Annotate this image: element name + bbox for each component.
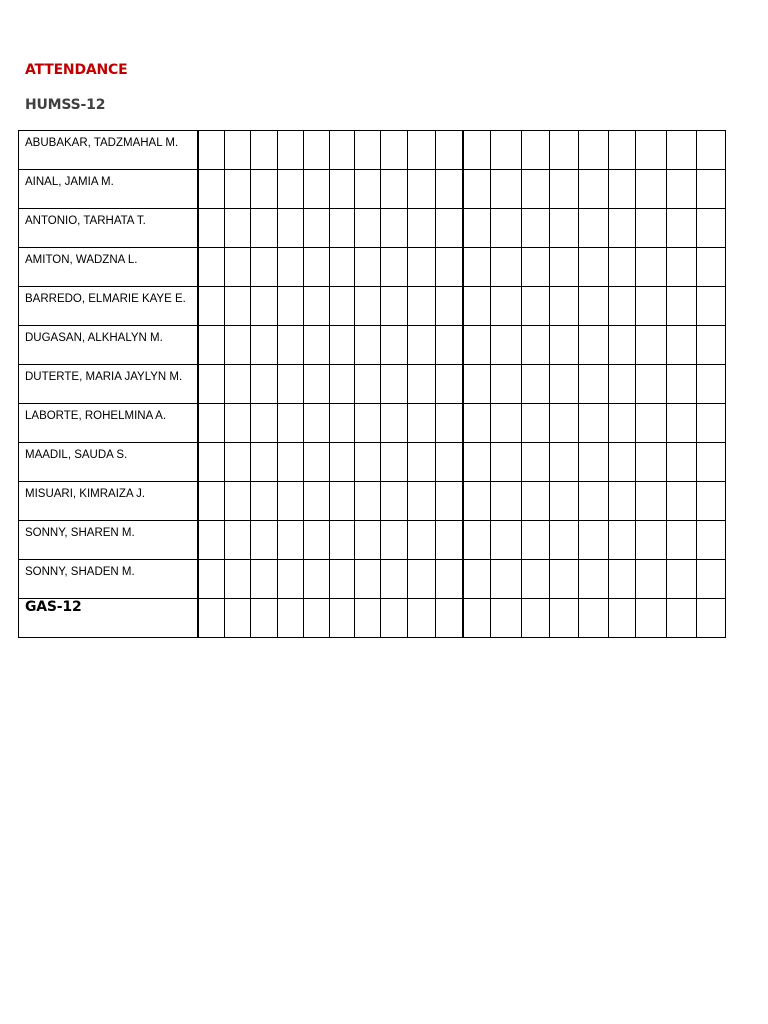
attendance-cell[interactable]: [354, 443, 380, 482]
attendance-cell[interactable]: [635, 560, 666, 599]
attendance-cell[interactable]: [579, 482, 608, 521]
attendance-cell[interactable]: [522, 287, 550, 326]
attendance-cell[interactable]: [550, 482, 579, 521]
attendance-cell[interactable]: [277, 560, 303, 599]
attendance-cell[interactable]: [303, 443, 329, 482]
attendance-cell[interactable]: [198, 521, 224, 560]
attendance-cell[interactable]: [380, 365, 407, 404]
attendance-cell[interactable]: [608, 443, 635, 482]
attendance-cell[interactable]: [354, 521, 380, 560]
attendance-cell[interactable]: [436, 404, 463, 443]
student-name-cell: DUTERTE, MARIA JAYLYN M.: [19, 365, 199, 404]
attendance-cell[interactable]: [408, 560, 436, 599]
attendance-cell[interactable]: [436, 287, 463, 326]
student-name-cell: DUGASAN, ALKHALYN M.: [19, 326, 199, 365]
attendance-cell[interactable]: [608, 287, 635, 326]
attendance-cell[interactable]: [224, 131, 250, 170]
table-row: [19, 209, 726, 248]
attendance-cell[interactable]: [550, 326, 579, 365]
attendance-cell[interactable]: [491, 404, 522, 443]
attendance-cell[interactable]: [522, 209, 550, 248]
attendance-cell[interactable]: [436, 521, 463, 560]
attendance-cell[interactable]: [250, 599, 277, 638]
attendance-cell[interactable]: [666, 443, 696, 482]
attendance-cell[interactable]: [579, 443, 608, 482]
attendance-cell[interactable]: [491, 560, 522, 599]
attendance-cell[interactable]: [550, 287, 579, 326]
attendance-cell[interactable]: [696, 560, 725, 599]
attendance-cell[interactable]: [635, 443, 666, 482]
attendance-cell[interactable]: [696, 521, 725, 560]
attendance-cell[interactable]: [463, 404, 491, 443]
attendance-cell[interactable]: [198, 560, 224, 599]
attendance-cell[interactable]: [635, 131, 666, 170]
attendance-cell[interactable]: [491, 248, 522, 287]
attendance-cell[interactable]: [696, 131, 725, 170]
attendance-cell[interactable]: [329, 248, 354, 287]
attendance-cell[interactable]: [354, 599, 380, 638]
attendance-cell[interactable]: [608, 326, 635, 365]
table-row: [19, 248, 726, 287]
attendance-cell[interactable]: [277, 326, 303, 365]
attendance-cell[interactable]: [635, 170, 666, 209]
attendance-cell[interactable]: [666, 209, 696, 248]
attendance-cell[interactable]: [491, 365, 522, 404]
attendance-cell[interactable]: [303, 365, 329, 404]
attendance-cell[interactable]: [463, 209, 491, 248]
attendance-cell[interactable]: [696, 326, 725, 365]
attendance-cell[interactable]: [250, 287, 277, 326]
student-name-cell: LABORTE, ROHELMINA A.: [19, 404, 199, 443]
attendance-cell[interactable]: [436, 170, 463, 209]
attendance-cell[interactable]: [463, 131, 491, 170]
attendance-cell[interactable]: [608, 170, 635, 209]
attendance-cell[interactable]: [522, 482, 550, 521]
attendance-cell[interactable]: [303, 131, 329, 170]
attendance-cell[interactable]: [329, 131, 354, 170]
attendance-cell[interactable]: [408, 131, 436, 170]
attendance-cell[interactable]: [329, 443, 354, 482]
attendance-cell[interactable]: [550, 170, 579, 209]
attendance-cell[interactable]: [522, 131, 550, 170]
attendance-cell[interactable]: [354, 248, 380, 287]
attendance-cell[interactable]: [303, 248, 329, 287]
attendance-cell[interactable]: [579, 326, 608, 365]
attendance-cell[interactable]: [224, 287, 250, 326]
attendance-cell[interactable]: [277, 248, 303, 287]
attendance-cell[interactable]: [354, 287, 380, 326]
attendance-cell[interactable]: [608, 404, 635, 443]
attendance-cell[interactable]: [635, 209, 666, 248]
attendance-cell[interactable]: [550, 404, 579, 443]
attendance-cell[interactable]: [198, 287, 224, 326]
attendance-cell[interactable]: [224, 170, 250, 209]
attendance-cell[interactable]: [491, 482, 522, 521]
attendance-cell[interactable]: [579, 560, 608, 599]
attendance-cell[interactable]: [522, 443, 550, 482]
attendance-cell[interactable]: [224, 365, 250, 404]
attendance-cell[interactable]: [463, 365, 491, 404]
attendance-cell[interactable]: [250, 170, 277, 209]
attendance-cell[interactable]: [696, 248, 725, 287]
attendance-cell[interactable]: [198, 170, 224, 209]
attendance-cell[interactable]: [608, 209, 635, 248]
attendance-cell[interactable]: [408, 287, 436, 326]
attendance-cell[interactable]: [635, 599, 666, 638]
attendance-cell[interactable]: [608, 521, 635, 560]
attendance-cell[interactable]: [491, 599, 522, 638]
attendance-cell[interactable]: [579, 599, 608, 638]
attendance-cell[interactable]: [354, 404, 380, 443]
attendance-cell[interactable]: [436, 131, 463, 170]
section-heading-gas-12: GAS-12: [25, 599, 82, 615]
attendance-cell[interactable]: [408, 599, 436, 638]
attendance-cell[interactable]: [380, 326, 407, 365]
attendance-cell[interactable]: [303, 209, 329, 248]
table-row: [19, 482, 726, 521]
attendance-cell[interactable]: [303, 326, 329, 365]
attendance-cell[interactable]: [277, 209, 303, 248]
attendance-cell[interactable]: [303, 404, 329, 443]
attendance-cell[interactable]: [608, 131, 635, 170]
attendance-cell[interactable]: [354, 326, 380, 365]
attendance-cell[interactable]: [436, 599, 463, 638]
attendance-cell[interactable]: [198, 326, 224, 365]
table-row: [19, 170, 726, 209]
attendance-cell[interactable]: [666, 131, 696, 170]
attendance-cell[interactable]: [198, 443, 224, 482]
attendance-cell[interactable]: [666, 287, 696, 326]
attendance-cell[interactable]: [198, 599, 224, 638]
student-name-cell: SONNY, SHADEN M.: [19, 560, 199, 599]
table-row: [19, 404, 726, 443]
attendance-cell[interactable]: [224, 326, 250, 365]
attendance-cell[interactable]: [380, 248, 407, 287]
attendance-cell[interactable]: [198, 404, 224, 443]
attendance-table: [18, 130, 726, 638]
attendance-cell[interactable]: [277, 131, 303, 170]
attendance-cell[interactable]: [329, 482, 354, 521]
attendance-cell[interactable]: [491, 170, 522, 209]
table-row: [19, 560, 726, 599]
attendance-cell[interactable]: [608, 560, 635, 599]
attendance-cell[interactable]: [250, 443, 277, 482]
attendance-cell[interactable]: [666, 248, 696, 287]
attendance-cell[interactable]: [250, 365, 277, 404]
attendance-cell[interactable]: [696, 209, 725, 248]
table-row: [19, 131, 726, 170]
attendance-cell[interactable]: [303, 599, 329, 638]
attendance-cell[interactable]: [579, 365, 608, 404]
attendance-cell[interactable]: [436, 443, 463, 482]
attendance-cell[interactable]: [198, 482, 224, 521]
attendance-cell[interactable]: [666, 560, 696, 599]
attendance-cell[interactable]: [277, 482, 303, 521]
attendance-cell[interactable]: [463, 482, 491, 521]
attendance-cell[interactable]: [550, 521, 579, 560]
attendance-cell[interactable]: [635, 482, 666, 521]
attendance-cell[interactable]: [635, 521, 666, 560]
attendance-cell[interactable]: [250, 326, 277, 365]
attendance-cell[interactable]: [696, 287, 725, 326]
attendance-cell[interactable]: [303, 560, 329, 599]
attendance-cell[interactable]: [380, 482, 407, 521]
attendance-cell[interactable]: [250, 404, 277, 443]
attendance-cell[interactable]: [224, 560, 250, 599]
section-heading-humss-12: HUMSS-12: [25, 97, 106, 113]
attendance-cell[interactable]: [491, 443, 522, 482]
attendance-cell[interactable]: [380, 443, 407, 482]
attendance-cell[interactable]: [277, 521, 303, 560]
attendance-cell[interactable]: [579, 248, 608, 287]
table-row: [19, 287, 726, 326]
attendance-cell[interactable]: [436, 326, 463, 365]
attendance-cell[interactable]: [522, 170, 550, 209]
student-name-cell: AMITON, WADZNA L.: [19, 248, 199, 287]
attendance-cell[interactable]: [408, 209, 436, 248]
attendance-cell[interactable]: [224, 599, 250, 638]
attendance-cell[interactable]: [635, 326, 666, 365]
table-row: [19, 521, 726, 560]
attendance-cell[interactable]: [408, 482, 436, 521]
attendance-cell[interactable]: [380, 287, 407, 326]
attendance-cell[interactable]: [408, 170, 436, 209]
attendance-cell[interactable]: [666, 404, 696, 443]
attendance-cell[interactable]: [354, 560, 380, 599]
attendance-cell[interactable]: [303, 482, 329, 521]
attendance-cell[interactable]: [329, 599, 354, 638]
attendance-cell[interactable]: [436, 482, 463, 521]
attendance-cell[interactable]: [491, 209, 522, 248]
attendance-cell[interactable]: [224, 209, 250, 248]
student-name-cell: MAADIL, SAUDA S.: [19, 443, 199, 482]
attendance-cell[interactable]: [550, 443, 579, 482]
attendance-cell[interactable]: [550, 131, 579, 170]
attendance-cell[interactable]: [224, 248, 250, 287]
attendance-cell[interactable]: [696, 404, 725, 443]
attendance-cell[interactable]: [380, 131, 407, 170]
attendance-cell[interactable]: [635, 365, 666, 404]
attendance-cell[interactable]: [303, 521, 329, 560]
attendance-cell[interactable]: [522, 404, 550, 443]
attendance-cell[interactable]: [522, 248, 550, 287]
attendance-cell[interactable]: [380, 170, 407, 209]
attendance-cell[interactable]: [522, 599, 550, 638]
document-title: ATTENDANCE: [25, 62, 128, 78]
attendance-cell[interactable]: [666, 599, 696, 638]
attendance-cell[interactable]: [491, 326, 522, 365]
attendance-cell[interactable]: [277, 287, 303, 326]
attendance-cell[interactable]: [579, 521, 608, 560]
attendance-cell[interactable]: [550, 209, 579, 248]
attendance-cell[interactable]: [408, 443, 436, 482]
attendance-cell[interactable]: [463, 521, 491, 560]
attendance-cell[interactable]: [303, 287, 329, 326]
attendance-cell[interactable]: [250, 131, 277, 170]
attendance-cell[interactable]: [329, 209, 354, 248]
table-row: [19, 326, 726, 365]
table-row: [19, 599, 726, 638]
attendance-cell[interactable]: [436, 248, 463, 287]
attendance-cell[interactable]: [522, 560, 550, 599]
attendance-cell[interactable]: [463, 443, 491, 482]
attendance-cell[interactable]: [579, 131, 608, 170]
attendance-cell[interactable]: [550, 599, 579, 638]
attendance-cell[interactable]: [666, 365, 696, 404]
attendance-cell[interactable]: [436, 209, 463, 248]
attendance-cell[interactable]: [635, 287, 666, 326]
attendance-cell[interactable]: [436, 365, 463, 404]
attendance-cell[interactable]: [463, 170, 491, 209]
attendance-cell[interactable]: [408, 365, 436, 404]
attendance-cell[interactable]: [380, 209, 407, 248]
student-name-cell: MISUARI, KIMRAIZA J.: [19, 482, 199, 521]
table-row: [19, 365, 726, 404]
attendance-cell[interactable]: [666, 170, 696, 209]
attendance-cell[interactable]: [380, 599, 407, 638]
attendance-cell[interactable]: [522, 365, 550, 404]
attendance-cell[interactable]: [329, 404, 354, 443]
attendance-cell[interactable]: [408, 521, 436, 560]
attendance-cell[interactable]: [579, 404, 608, 443]
attendance-cell[interactable]: [635, 404, 666, 443]
attendance-cell[interactable]: [579, 170, 608, 209]
attendance-cell[interactable]: [696, 599, 725, 638]
attendance-cell[interactable]: [224, 521, 250, 560]
attendance-cell[interactable]: [380, 404, 407, 443]
attendance-cell[interactable]: [579, 209, 608, 248]
attendance-cell[interactable]: [696, 443, 725, 482]
attendance-cell[interactable]: [198, 131, 224, 170]
attendance-cell[interactable]: [408, 326, 436, 365]
attendance-cell[interactable]: [666, 521, 696, 560]
attendance-cell[interactable]: [250, 521, 277, 560]
table-row: [19, 443, 726, 482]
attendance-cell[interactable]: [354, 170, 380, 209]
attendance-cell[interactable]: [329, 521, 354, 560]
attendance-cell[interactable]: [463, 560, 491, 599]
attendance-cell[interactable]: [198, 209, 224, 248]
attendance-cell[interactable]: [608, 365, 635, 404]
attendance-cell[interactable]: [224, 482, 250, 521]
attendance-cell[interactable]: [329, 170, 354, 209]
attendance-cell[interactable]: [608, 482, 635, 521]
attendance-cell[interactable]: [696, 170, 725, 209]
attendance-cell[interactable]: [436, 560, 463, 599]
attendance-cell[interactable]: [463, 599, 491, 638]
attendance-cell[interactable]: [608, 248, 635, 287]
attendance-cell[interactable]: [608, 599, 635, 638]
attendance-cell[interactable]: [550, 365, 579, 404]
attendance-cell[interactable]: [250, 560, 277, 599]
attendance-cell[interactable]: [463, 248, 491, 287]
attendance-cell[interactable]: [277, 404, 303, 443]
attendance-cell[interactable]: [696, 482, 725, 521]
attendance-cell[interactable]: [408, 248, 436, 287]
attendance-cell[interactable]: [463, 287, 491, 326]
attendance-cell[interactable]: [380, 521, 407, 560]
attendance-cell[interactable]: [198, 248, 224, 287]
attendance-cell[interactable]: [329, 326, 354, 365]
attendance-cell[interactable]: [329, 287, 354, 326]
attendance-cell[interactable]: [329, 365, 354, 404]
student-name-cell: ANTONIO, TARHATA T.: [19, 209, 199, 248]
attendance-cell[interactable]: [198, 365, 224, 404]
attendance-cell[interactable]: [250, 209, 277, 248]
attendance-cell[interactable]: [354, 131, 380, 170]
attendance-cell[interactable]: [522, 521, 550, 560]
attendance-cell[interactable]: [224, 404, 250, 443]
attendance-cell[interactable]: [354, 482, 380, 521]
attendance-cell[interactable]: [250, 248, 277, 287]
attendance-cell[interactable]: [303, 170, 329, 209]
attendance-cell[interactable]: [408, 404, 436, 443]
attendance-cell[interactable]: [666, 326, 696, 365]
attendance-cell[interactable]: [354, 209, 380, 248]
attendance-cell[interactable]: [491, 521, 522, 560]
attendance-cell[interactable]: [277, 443, 303, 482]
attendance-cell[interactable]: [491, 131, 522, 170]
attendance-cell[interactable]: [277, 170, 303, 209]
attendance-cell[interactable]: [522, 326, 550, 365]
attendance-cell[interactable]: [250, 482, 277, 521]
attendance-cell[interactable]: [354, 365, 380, 404]
student-name-cell: BARREDO, ELMARIE KAYE E.: [19, 287, 199, 326]
student-name-cell: ABUBAKAR, TADZMAHAL M.: [19, 131, 199, 170]
attendance-cell[interactable]: [550, 560, 579, 599]
attendance-cell[interactable]: [579, 287, 608, 326]
attendance-cell[interactable]: [491, 287, 522, 326]
student-name-cell: SONNY, SHAREN M.: [19, 521, 199, 560]
attendance-cell[interactable]: [696, 365, 725, 404]
student-name-cell: AINAL, JAMIA M.: [19, 170, 199, 209]
attendance-cell[interactable]: [277, 365, 303, 404]
attendance-cell[interactable]: [380, 560, 407, 599]
attendance-cell[interactable]: [463, 326, 491, 365]
attendance-cell[interactable]: [666, 482, 696, 521]
attendance-cell[interactable]: [550, 248, 579, 287]
attendance-cell[interactable]: [329, 560, 354, 599]
attendance-cell[interactable]: [224, 443, 250, 482]
attendance-cell[interactable]: [277, 599, 303, 638]
attendance-cell[interactable]: [635, 248, 666, 287]
